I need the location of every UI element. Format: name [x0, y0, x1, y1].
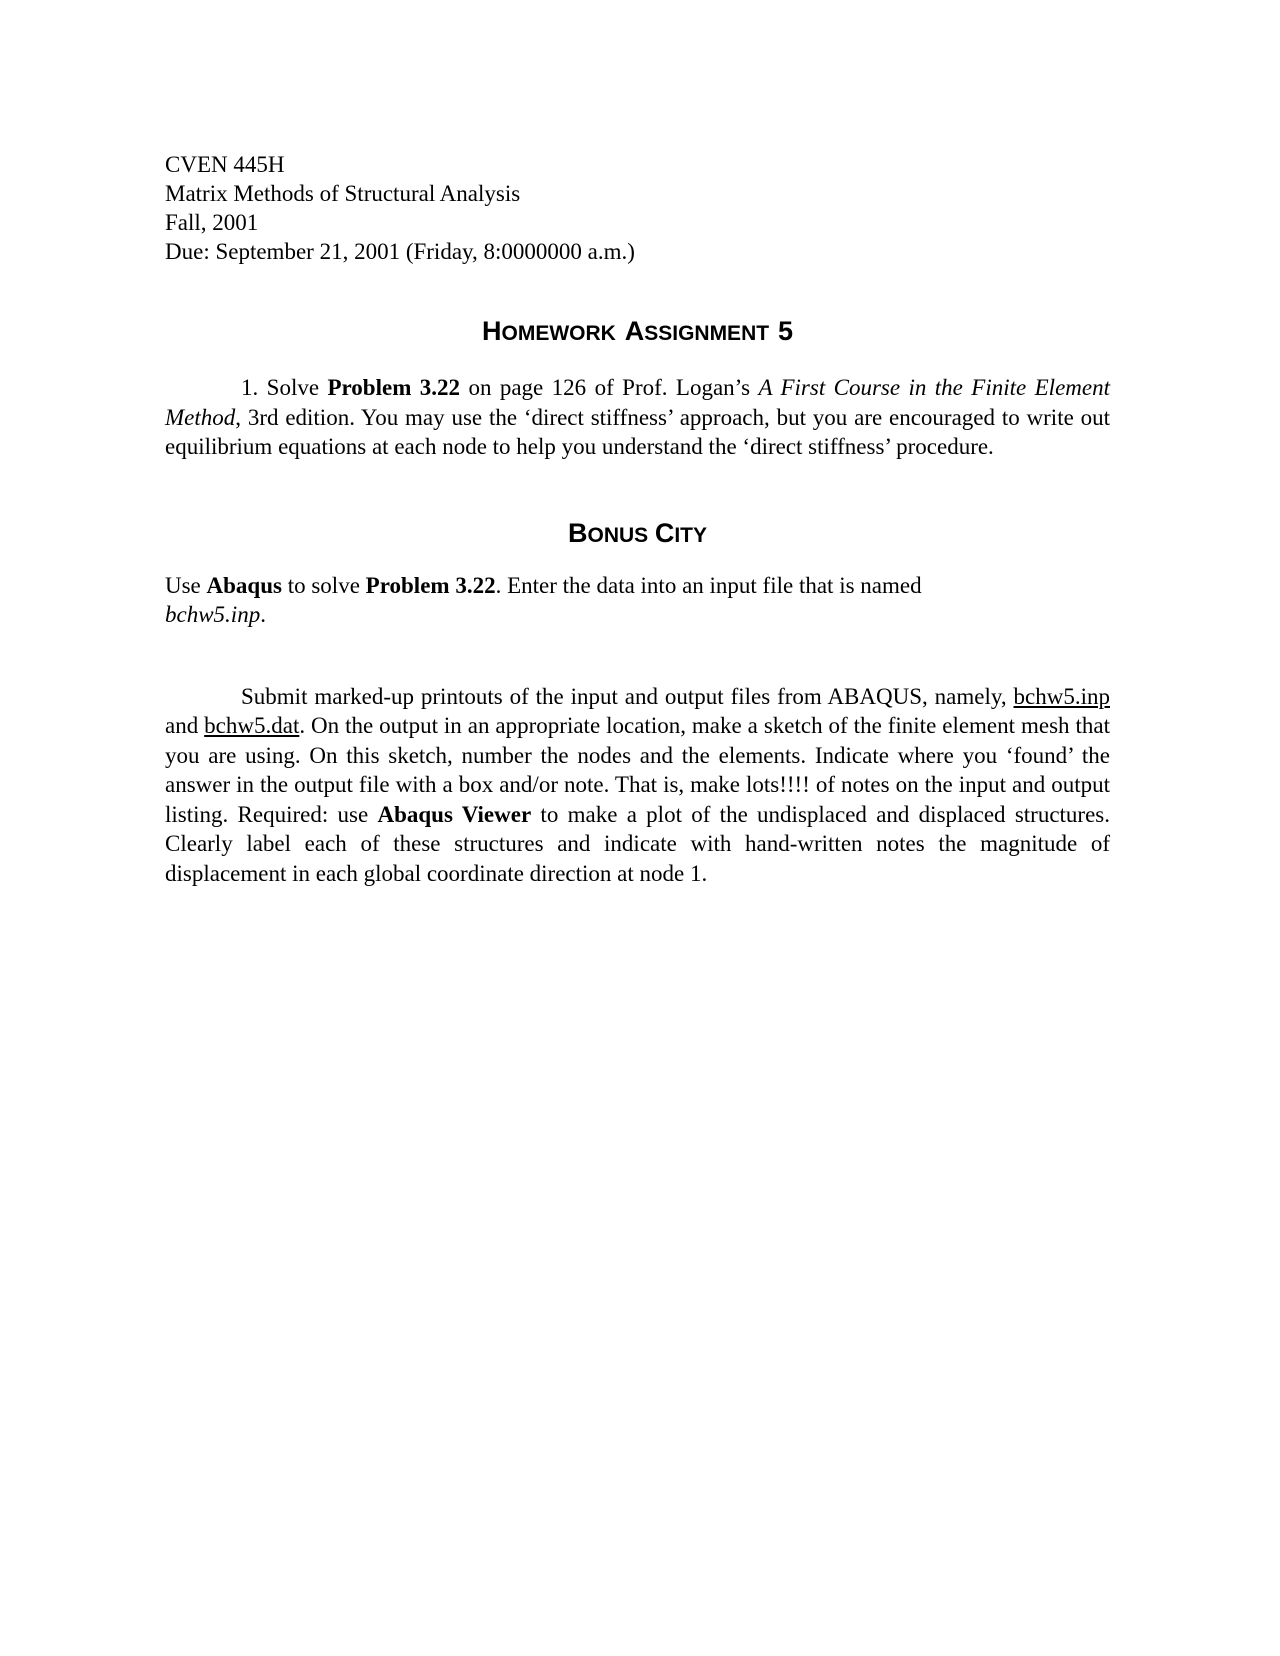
course-code: CVEN 445H	[165, 152, 285, 177]
book-title: A First Course in the Finite Element Method	[165, 375, 1110, 430]
homework-heading: HOMEWORK ASSIGNMENT 5	[482, 316, 793, 346]
term: Fall, 2001	[165, 210, 259, 235]
abaqus-viewer-ref: Abaqus Viewer	[377, 801, 532, 827]
input-filename: bchw5.inp	[165, 602, 261, 627]
submission-paragraph: Submit marked-up printouts of the input and output files from ABAQUS, namely, bchw5.inp and bchw5.dat. On the output in an appropriate location, make a sketch of the finite element mesh that you are using. On this sketch, number the nodes and the elements. Indicate where you ‘found’ the answer in the output file with a box and/or note. That is, make lots!!!! of notes on the input and output listing. Required: use Abaqus Viewer to make a plot of the undisplaced and displaced structures. Clearly label each of these structures and indicate with hand-written notes the magnitude of displacement in each global coordinate direction at node 1.	[165, 683, 1110, 886]
course-title: Matrix Methods of Structural Analysis	[165, 181, 521, 206]
course-header	[165, 150, 1110, 266]
bonus-paragraph: Use Abaqus to solve Problem 3.22. Enter the data into an input file that is named bchw5.inp.	[165, 572, 922, 627]
problem-ref-2: Problem 3.22	[365, 572, 496, 598]
input-file-ref: bchw5.inp	[1013, 683, 1110, 709]
output-file-ref: bchw5.dat	[204, 713, 300, 738]
bonus-heading: BONUS CITY	[567, 517, 708, 548]
document-page	[165, 150, 1110, 888]
problem-ref: Problem 3.22	[327, 375, 461, 400]
due-date: Due: September 21, 2001 (Friday, 8:0000000 a.m.)	[165, 239, 635, 264]
homework-problem-paragraph: 1. Solve Problem 3.22 on page 126 of Prof. Logan’s A First Course in the Finite Element Method, 3rd edition. You may use the ‘direct stiffness’ approach, but you are encouraged to write out equilibrium equations at each node to help you understand the ‘direct stiffness’ procedure.	[165, 375, 1110, 459]
abaqus-ref: Abaqus	[206, 572, 282, 598]
